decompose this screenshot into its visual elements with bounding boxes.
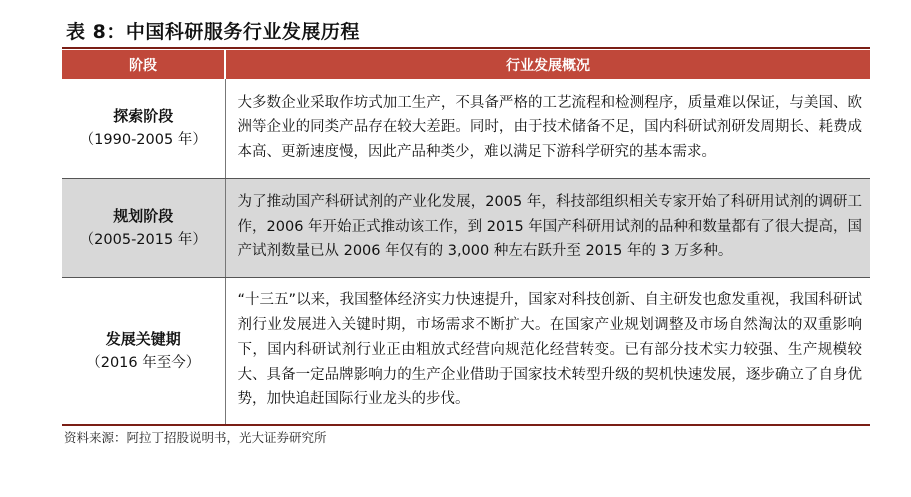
stage-description: 大多数企业采取作坊式加工生产，不具备严格的工艺流程和检测程序，质量难以保证，与美国、欧洲等企业的同类产品存在较大差距。同时，由于技术储备不足，国内科研试剂研发周期长、耗费成本高、更新速度慢，因此产品种类少，难以满足下游科学研究的基本需求。 [225,79,870,178]
table-row [62,79,870,178]
stage-period: （2016 年至今） [86,354,201,371]
stage-description: 为了推动国产科研试剂的产业化发展，2005 年，科技部组织相关专家开始了科研用试剂的调研工作，2006 年开始正式推动该工作，到 2015 年国产科研用试剂的品种和数量都有了很大提高，国产试剂数量已从 2006 年仅有的 3,000 种左右跃升至 2015 年的 3 万多种。 [225,178,870,277]
table-title: 表 8：中国科研服务行业发展历程 [66,21,360,43]
header-stage: 阶段 [62,50,225,79]
stage-name: 发展关键期 [105,329,181,348]
table-header-row [62,50,870,79]
stage-cell [62,277,225,425]
stage-name: 规划阶段 [113,206,174,225]
top-rule [62,47,870,49]
table-row [62,178,870,277]
stage-cell [62,79,225,178]
table-row [62,277,870,425]
stage-name: 探索阶段 [113,107,174,126]
stage-cell [62,178,225,277]
header-overview: 行业发展概况 [225,50,870,79]
stage-period: （1990-2005 年） [79,132,207,149]
development-history-table [62,50,870,426]
source-note: 资料来源：阿拉丁招股说明书，光大证券研究所 [64,430,327,445]
stage-period: （2005-2015 年） [79,231,207,248]
stage-description: “十三五”以来，我国整体经济实力快速提升，国家对科技创新、自主研发也愈发重视，我国科研试剂行业发展进入关键时期，市场需求不断扩大。在国家产业规划调整及市场自然淘汰的双重影响下，国内科研试剂行业正由粗放式经营向规范化经营转变。已有部分技术实力较强、生产规模较大、具备一定品牌影响力的生产企业借助于国家技术转型升级的契机快速发展，逐步确立了自身优势，加快追赶国际行业龙头的步伐。 [225,277,870,425]
